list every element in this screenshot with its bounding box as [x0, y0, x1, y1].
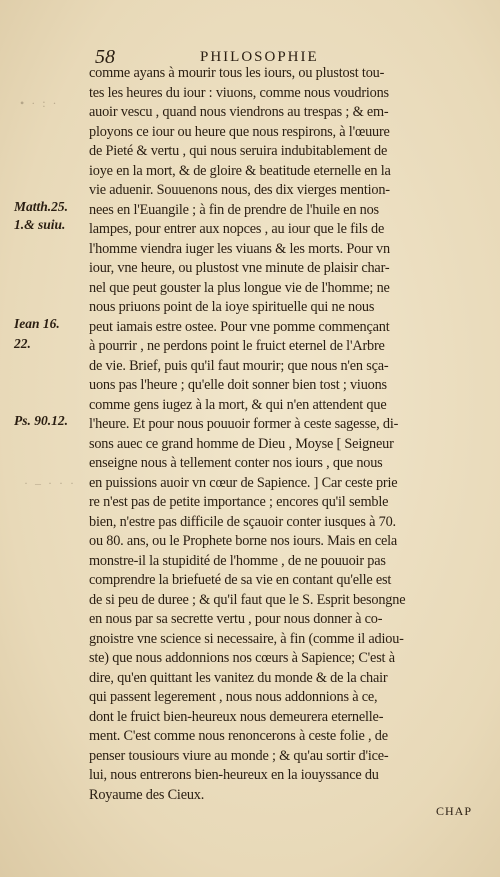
text-line: enseigne nous à tellement conter nos iours , que nous [89, 455, 383, 471]
margin-note-matthew: Matth.25. [14, 199, 69, 214]
text-line: dire, qu'en quittant les vanitez du monde & de la chair [89, 669, 388, 686]
text-line: iour, vne heure, ou plustost vne minute de plaisir char- [89, 260, 390, 276]
running-head: PHILOSOPHIE [200, 49, 319, 65]
catchword: CHAP [436, 804, 473, 818]
text-line: en puissions auoir vn cœur de Sapience. ] Car ceste prie [89, 474, 398, 491]
text-line: dont le fruict bien-heureux nous demeurera eternelle- [89, 708, 384, 725]
text-line: bien, n'estre pas difficile de sçauoir conter iusques à 70. [89, 513, 396, 530]
text-line: ployons ce iour ou heure que nous respirons, à l'œuure [89, 123, 390, 140]
text-line: uons pas l'heure ; qu'elle doit sonner bien tost ; viuons [89, 377, 387, 393]
text-line: à pourrir , ne perdons point le fruict eternel de l'Arbre [89, 338, 385, 354]
body-text [89, 64, 481, 805]
text-line: ou 80. ans, ou le Prophete borne nos iours. Mais en cela [89, 533, 398, 549]
text-line: l'homme viendra iuger les viuans & les morts. Pour vn [89, 240, 390, 257]
bleed-through-mark: · – · · · [24, 476, 76, 490]
text-line: lui, nous entrerons bien-heureux en la iouyssance du [89, 767, 379, 783]
margin-note-psalm: Ps. 90.12. [14, 413, 68, 428]
text-line: gnoistre vne science si necessaire, à fin (comme il adiou- [89, 630, 404, 647]
margin-note-john-verse: 22. [14, 336, 31, 351]
margin-note-matthew-verses: 1.& suiu. [14, 217, 66, 232]
text-line: ste) que nous addonnions nos cœurs à Sapience; C'est à [89, 650, 395, 666]
text-line: qui passent legerement , nous nous addonnions à ce, [89, 689, 378, 705]
text-line: peut iamais estre ostee. Pour vne pomme commençant [89, 318, 390, 335]
text-line: nees en l'Euangile ; à fin de prendre de l'huile en nos [89, 201, 379, 218]
text-line: vie aduenir. Souuenons nous, des dix vierges mention- [89, 182, 390, 198]
text-line: de Pieté & vertu , qui nous seruira indubitablement de [89, 143, 388, 159]
text-line: l'heure. Et pour nous pouuoir former à ceste sagesse, di- [89, 416, 399, 432]
text-line: de si peu de duree ; & qu'il faut que le S. Esprit besongne [89, 591, 406, 608]
text-line: lampes, pour entrer aux nopces , au iour que le fils de [89, 221, 385, 237]
text-line: nous priuons point de la ioye spirituelle qui ne nous [89, 299, 375, 315]
text-line: sons auec ce grand homme de Dieu , Moyse [ Seigneur [89, 435, 394, 452]
text-line: nel que peut gouster la plus longue vie de l'homme; ne [89, 279, 390, 296]
text-line: Royaume des Cieux. [89, 786, 205, 803]
text-line: monstre-il la stupidité de l'homme , de ne pouuoir pas [89, 552, 386, 569]
page-number: 58 [95, 46, 115, 68]
text-line: comme ayans à mourir tous les iours, ou plustost tou- [89, 65, 385, 81]
text-line: ioye en la mort, & de gloire & beatitude eternelle en la [89, 162, 391, 179]
bleed-through-mark: • · : · [20, 96, 59, 110]
text-line: penser tousiours viure au monde ; & qu'au sortir d'ice- [89, 747, 389, 764]
text-line: re n'est pas de petite importance ; encores qu'il semble [89, 494, 389, 510]
text-line: de vie. Brief, puis qu'il faut mourir; que nous n'en sça- [89, 357, 389, 374]
text-line: auoir vescu , quand nous viendrons au trespas ; & em- [89, 104, 389, 120]
margin-note-john: Iean 16. [14, 316, 60, 331]
text-line: en nous par sa secrette vertu , pour nous donner à co- [89, 611, 383, 627]
text-line: comme gens iugez à la mort, & qui n'en attendent que [89, 396, 387, 413]
text-line: comprendre la briefueté de sa vie en contant qu'elle est [89, 572, 392, 588]
text-line: ment. C'est comme nous renoncerons à ceste folie , de [89, 728, 388, 744]
text-line: tes les heures du iour : viuons, comme nous voudrions [89, 84, 389, 101]
